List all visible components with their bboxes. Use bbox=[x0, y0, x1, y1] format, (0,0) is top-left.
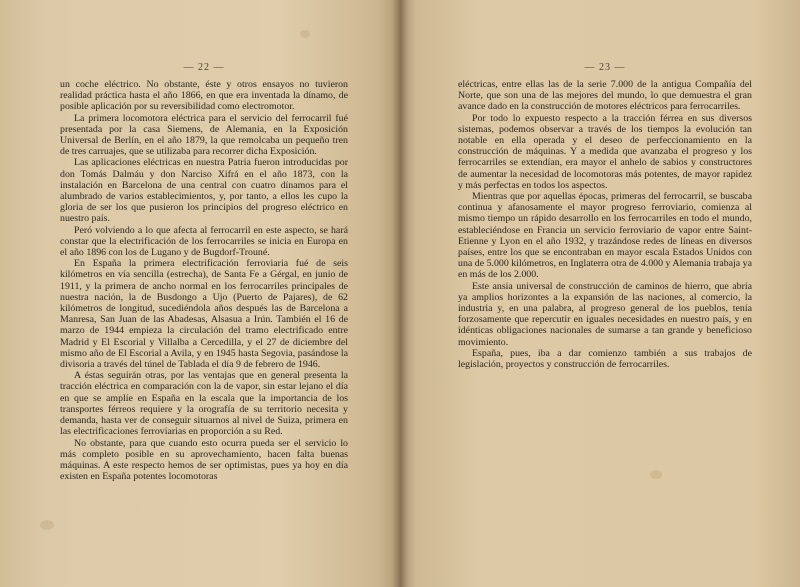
paragraph: A éstas seguirán otras, por las ventajas que en general presenta la tracción eléctrica en comparación con la de vapor, sin estar lejano el día en que se amplíe en España en la escala que la importancia de los transportes férreos requiere y la orografía de su territorio necesita y demanda, hasta ver de conseguir situarnos al nivel de Suiza, primera en las electrificaciones ferroviarias en proporción a su Red. bbox=[60, 370, 348, 438]
page-number-right: — 23 — bbox=[584, 62, 626, 73]
paragraph: Las aplicaciones eléctricas en nuestra Patria fueron introducidas por don Tomás Dalmáu y don Narciso Xifrá en el año 1873, con la instalación en Barcelona de una central con cuatro dínamos para el alumbrado de varios establecimientos, y, por tanto, a ellos les cupo la gloria de ser los que pusieron los principios del progreso eléctrico en nuestro país. bbox=[60, 157, 348, 225]
paragraph: En España la primera electrificación ferroviaria fué de seis kilómetros en vía sencilla (estrecha), de Santa Fe a Gérgal, en junio de 1911, y la primera de ancho normal en los ferrocarriles principales de nuestra nación, la de Busdongo a Ujo (Puerto de Pajares), de 62 kilómetros de longitud, sucediéndola años después las de Barcelona a Manresa, San Juan de las Abadesas, Alsasua a Irún. También el 16 de marzo de 1944 empieza la circulación del tramo electrificado entre Madrid y El Escorial y Villalba a Cercedilla, y el 27 de diciembre del mismo año de El Escorial a Avila, y en 1945 hasta Segovia, pasándose la divisoria a través del túnel de Tablada el día 9 de febrero de 1946. bbox=[60, 258, 348, 371]
paragraph: Mientras que por aquellas épocas, primeras del ferrocarril, se buscaba continua y afanosamente el mayor progreso ferroviario, comienza al mismo tiempo un rápido desarrollo en los ferrocarriles en todo el mundo, estableciéndose en Francia un servicio ferroviario de vapor entre Saint-Etienne y Lyon en el año 1932, y trazándose redes de líneas en diversos países, entre los que se encontraban en mayor escala Estados Unidos con una de 5.000 kilómetros, en Inglaterra otra de 4.000 y Alemania trabaja ya en más de los 2.000. bbox=[458, 191, 752, 281]
right-page-text bbox=[458, 79, 752, 370]
page-number-left: — 22 — bbox=[183, 62, 225, 73]
paragraph: Por todo lo expuesto respecto a la tracción férrea en sus diversos sistemas, podemos observar a través de los tiempos la evolución tan notable en ella operada y el deseo de perfeccionamiento en la construcción de máquinas. Y a medida que avanzaba el progreso y los ferrocarriles se extendían, era mayor el anhelo de sabios y constructores de aumentar la necesidad de locomotoras más potentes, de mayor rapidez y más perfectas en todos los aspectos. bbox=[458, 112, 752, 191]
paragraph: Este ansia universal de construcción de caminos de hierro, que abría ya amplios horizontes a la expansión de las naciones, al comercio, la industria y, en una palabra, al progreso general de los pueblos, tenía forzosamente que repercutir en iguales necesidades en nuestro país, y en idénticas obligaciones nacionales de sumarse a tan grande y beneficioso movimiento. bbox=[458, 280, 752, 348]
right-page bbox=[400, 0, 800, 587]
left-page-text bbox=[60, 79, 348, 482]
paragraph: España, pues, iba a dar comienzo también a sus trabajos de legislación, proyectos y construcción de ferrocarriles. bbox=[458, 347, 752, 371]
paragraph: No obstante, para que cuando esto ocurra pueda ser el servicio lo más completo posible en su aprovechamiento, hacen falta buenas máquinas. A este respecto hemos de ser optimistas, pues ya hoy en día existen en España potentes locomotoras bbox=[60, 437, 348, 483]
paragraph: Peró volviendo a lo que afecta al ferrocarril en este aspecto, se hará constar que la electrificación de los ferrocarriles se inicia en Europa en el año 1896 con los de Lugano y de Bugdorf-Trouné. bbox=[60, 224, 348, 259]
paragraph: La primera locomotora eléctrica para el servicio del ferrocarril fué presentada por la casa Siemens, de Alemania, en la Exposición Universal de Berlín, en el año 1879, la que remolcaba un pequeño tren de tres carruajes, que se utilizaba para recorrer dicha Exposición. bbox=[60, 112, 348, 158]
paragraph: un coche eléctrico. No obstante, éste y otros ensayos no tuvieron realidad práctica hasta el año 1866, en que era inventada la dínamo, de posible aplicación por su reversibilidad como electromotor. bbox=[60, 79, 348, 113]
paragraph: eléctricas, entre ellas las de la serie 7.000 de la antigua Compañía del Norte, que son una de las mejores del mundo, lo que demuestra el gran avance dado en la construcción de motores eléctricos para ferrocarriles. bbox=[458, 79, 752, 113]
